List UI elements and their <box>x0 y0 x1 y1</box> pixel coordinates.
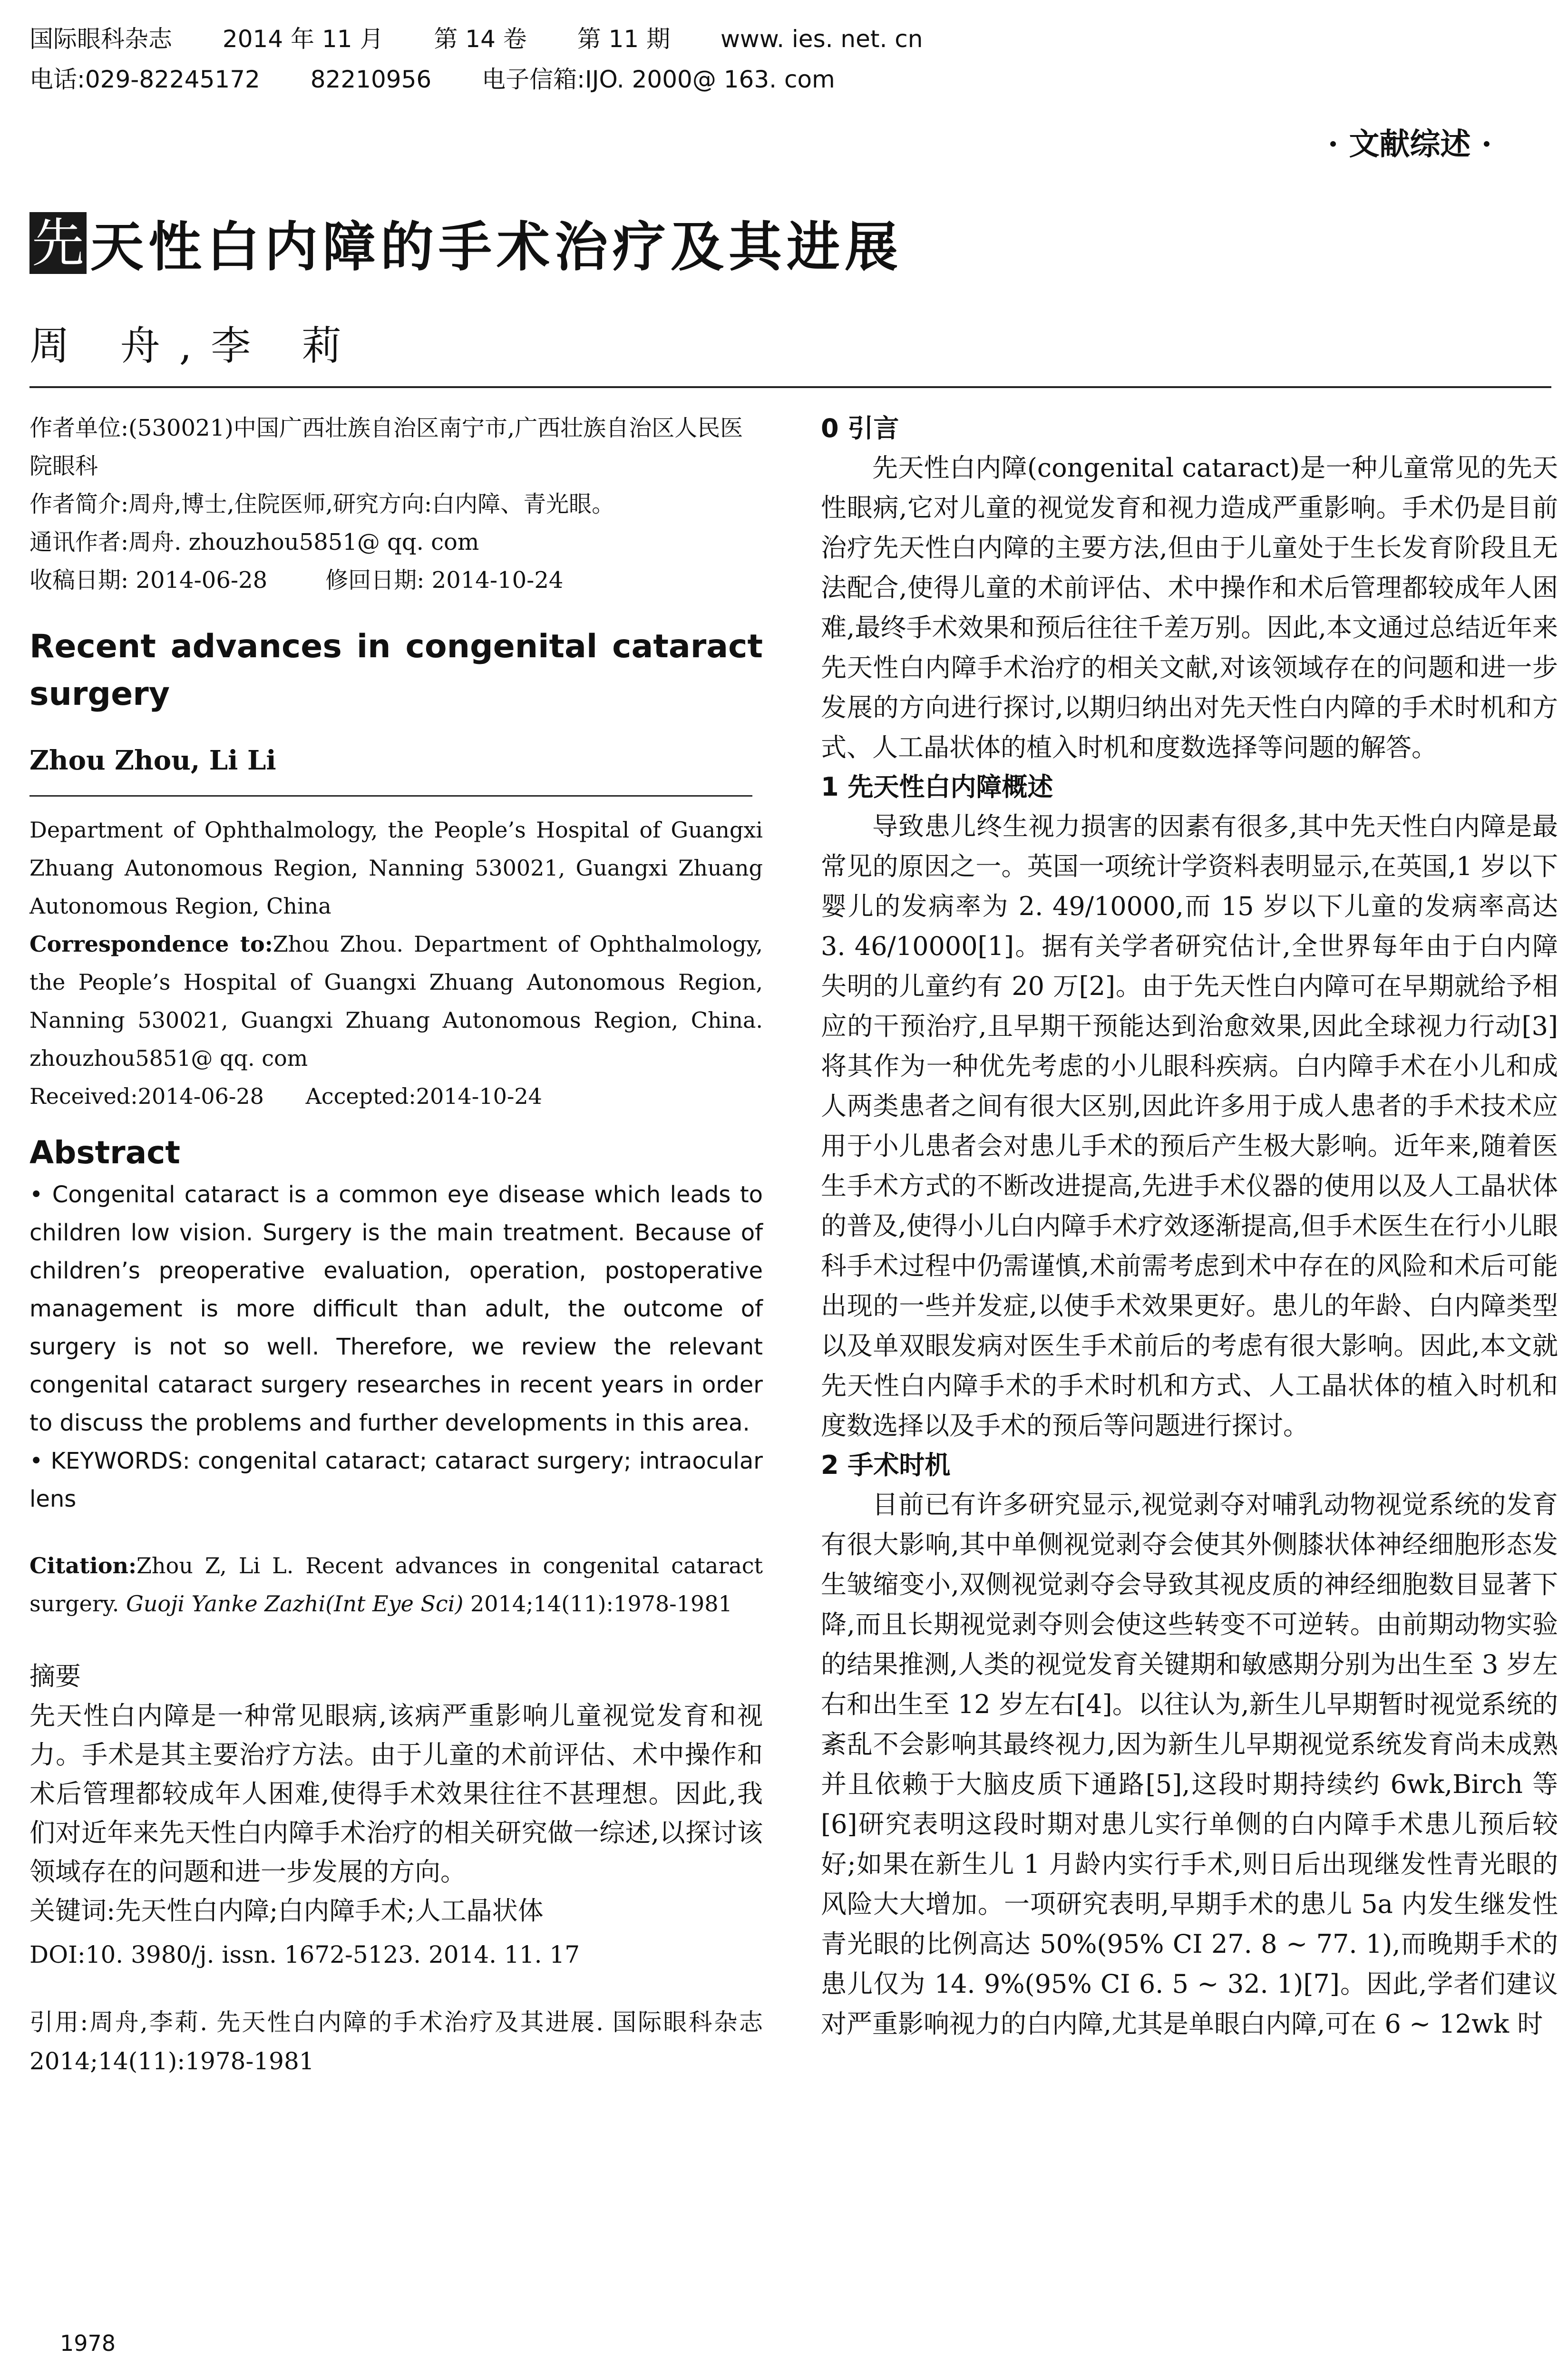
title-divider <box>29 386 1551 388</box>
issue-date: 2014 年 11 月 <box>222 25 384 53</box>
journal-header-line-2 <box>29 64 878 95</box>
section-paragraph: 目前已有许多研究显示,视觉剥夺对哺乳动物视觉系统的发育有很大影响,其中单侧视觉剥夺会使其外侧膝状体神经细胞形态发生皱缩变小,双侧视觉剥夺会导致其视皮质的神经细胞数目显著下降,而且长期视觉剥夺则会使这些转变不可逆转。由前期动物实验的结果推测,人类的视觉发育关键期和敏感期分别为出生至 3 岁左右和出生至 12 岁左右[4]。以往认为,新生儿早期暂时视觉系统的紊乱不会影响其最终视力,因为新生儿早期视觉系统发育尚未成熟并且依赖于大脑皮质下通路[5],这段时期持续约 6wk,Birch 等[6]研究表明这段时期对患儿实行单侧的白内障手术患儿预后较好;如果在新生儿 1 月龄内实行手术,则日后出现继发性青光眼的风险大大增加。一项研究表明,早期手术的患儿 5a 内发生继发性青光眼的比例高达 50%(95% CI 27. 8 ~ 77. 1),而晚期手术的患儿仅为 14. 9%(95% CI 6. 5 ~ 32. 1)[7]。因此,学者们建议对严重影响视力的白内障,尤其是单眼白内障,可在 6 ~ 12wk 时 <box>821 1490 1558 2039</box>
page-number: 1978 <box>60 2330 116 2356</box>
journal-email: 电子信箱:IJO. 2000@ 163. com <box>482 66 835 93</box>
article-title <box>29 205 903 281</box>
issue-number: 第 11 期 <box>577 25 671 53</box>
affiliation: 作者单位:(530021)中国广西壮族自治区南宁市,广西壮族自治区人民医院眼科 <box>29 415 743 479</box>
dates-cn: 收稿日期: 2014-06-28 修回日期: 2014-10-24 <box>29 567 564 594</box>
section-paragraph: 导致患儿终生视力损害的因素有很多,其中先天性白内障是最常见的原因之一。英国一项统计学资料表明显示,在英国,1 岁以下婴儿的发病率为 2. 49/10000,而 15 岁以下儿童的发病率高达 3. 46/10000[1]。据有关学者研究估计,全世界每年由于白内障失明的儿童约有 20 万[2]。由于先天性白内障可在早期就给予相应的干预治疗,且早期干预能达到治愈效果,因此全球视力行动[3]将其作为一种优先考虑的小儿眼科疾病。白内障手术在小儿和成人两类患者之间有很大区别,因此许多用于成人患者的手术技术应用于小儿患者会对患儿手术的预后产生极大影响。近年来,随着医生手术方式的不断改进提高,先进手术仪器的使用以及人工晶状体的普及,使得小儿白内障手术疗效逐渐提高,但手术医生在行小儿眼科手术过程中仍需谨慎,术前需考虑到术中存在的风险和术后可能出现的一些并发症,以使手术效果更好。患儿的年龄、白内障类型以及单双眼发病对医生手术前后的考虑有很大影响。因此,本文就先天性白内障手术的手术时机和方式、人工晶状体的植入时机和度数选择以及手术的预后等问题进行探讨。 <box>821 811 1558 1441</box>
chinese-citation: 引用:周舟,李莉. 先天性白内障的手术治疗及其进展. 国际眼科杂志 2014;14(11):1978-1981 <box>29 2008 763 2075</box>
abstract-keywords: • KEYWORDS: congenital cataract; cataract surgery; intraocular lens <box>29 1448 763 1512</box>
citation-journal: Guoji Yanke Zazhi(Int Eye Sci) <box>126 1591 464 1617</box>
section-tag: · 文献综述 · <box>1327 127 1492 162</box>
abstract-heading: Abstract <box>29 1134 180 1171</box>
correspondence-text: Zhou Zhou. Department of Ophthalmology, the People’s Hospital of Guangxi Zhuang Autonomous Region, Nanning 530021, Guangxi Zhuang Autonomous Region, China. zhouzhou5851@ qq. com <box>29 931 763 1071</box>
volume: 第 14 卷 <box>434 25 527 53</box>
chinese-abstract-heading: 摘要 <box>29 1661 81 1691</box>
title-drop-char: 先 <box>29 212 87 274</box>
chinese-keywords: 关键词:先天性白内障;白内障手术;人工晶状体 <box>29 1896 544 1926</box>
english-divider <box>29 795 752 797</box>
journal-phone-2: 82210956 <box>310 66 432 93</box>
english-authors: Zhou Zhou, Li Li <box>29 745 276 776</box>
chinese-abstract-text: 先天性白内障是一种常见眼病,该病严重影响儿童视觉发育和视力。手术是其主要治疗方法。由于儿童的术前评估、术中操作和术后管理都较成年人困难,使得手术效果往往不甚理想。因此,我们对近年来先天性白内障手术治疗的相关研究做一综述,以探讨该领域存在的问题和进一步发展的方向。 <box>29 1701 763 1887</box>
citation-text: Zhou Z, Li L. Recent advances in congenital cataract surgery. <box>29 1553 763 1617</box>
doi: DOI:10. 3980/j. issn. 1672-5123. 2014. 11. 17 <box>29 1941 580 1968</box>
author-metadata <box>29 409 763 599</box>
left-column <box>29 409 763 2081</box>
author-bio: 作者简介:周舟,博士,住院医师,研究方向:白内障、青光眼。 <box>29 491 615 517</box>
citation-tail: 2014;14(11):1978-1981 <box>470 1591 732 1617</box>
citation-label: Citation: <box>29 1553 136 1578</box>
english-received: Received:2014-06-28 Accepted:2014-10-24 <box>29 1083 542 1109</box>
journal-name: 国际眼科杂志 <box>29 25 172 53</box>
english-correspondence <box>29 925 763 1077</box>
section-heading-intro: 0 引言 <box>821 413 899 443</box>
authors-cn: 周 舟,李 莉 <box>29 322 361 369</box>
correspondence-cn: 通讯作者:周舟. zhouzhou5851@ qq. com <box>29 529 479 555</box>
title-text: 天性白内障的手术治疗及其进展 <box>90 216 903 278</box>
correspondence-label: Correspondence to: <box>29 931 273 957</box>
journal-header-line-1 <box>29 24 965 54</box>
right-column <box>821 409 1558 2044</box>
journal-phone: 电话:029-82245172 <box>29 66 260 93</box>
english-title: Recent advances in congenital cataract surgery <box>29 628 763 713</box>
abstract-text: • Congenital cataract is a common eye disease which leads to children low vision. Surgery is the main treatment. Because of children’s preoperative evaluation, operation, postoperative management is more difficult than adult, the outcome of surgery is not so well. Therefore, we review the relevant congenital cataract surgery researches in recent years in order to discuss the problems and further developments in this area. <box>29 1181 763 1436</box>
section-heading-overview: 1 先天性白内障概述 <box>821 772 1053 802</box>
english-department: Department of Ophthalmology, the People’s Hospital of Guangxi Zhuang Autonomous Region, Nanning 530021, Guangxi Zhuang Autonomous Region, China <box>29 817 763 919</box>
section-paragraph: 先天性白内障(congenital cataract)是一种儿童常见的先天性眼病,它对儿童的视觉发育和视力造成严重影响。手术仍是目前治疗先天性白内障的主要方法,但由于儿童处于生长发育阶段且无法配合,使得儿童的术前评估、术中操作和术后管理都较成年人困难,最终手术效果和预后往往千差万别。因此,本文通过总结近年来先天性白内障手术治疗的相关文献,对该领域存在的问题和进一步发展的方向进行探讨,以期归纳出对先天性白内障的手术时机和方式、人工晶状体的植入时机和度数选择等问题的解答。 <box>821 453 1558 762</box>
english-citation <box>29 1547 763 1623</box>
journal-website: www. ies. net. cn <box>721 25 923 53</box>
section-heading-timing: 2 手术时机 <box>821 1450 951 1480</box>
